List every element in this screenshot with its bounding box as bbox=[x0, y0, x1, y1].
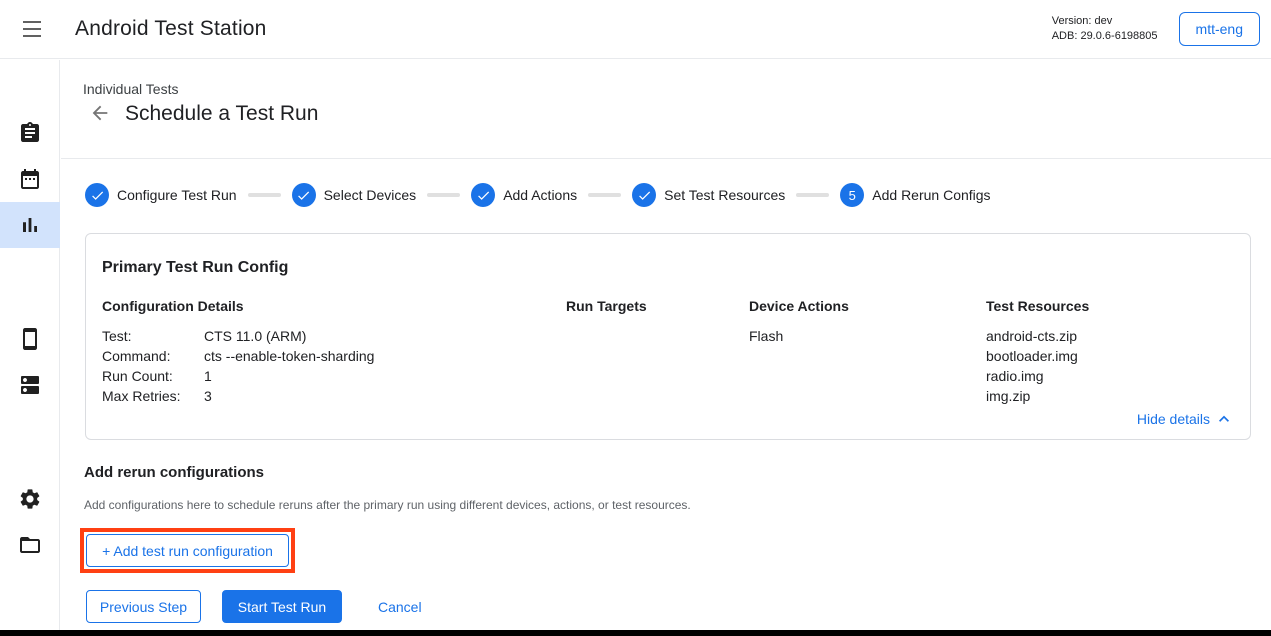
main-content bbox=[61, 60, 1271, 636]
config-details-list bbox=[102, 326, 566, 406]
step-connector bbox=[427, 193, 460, 197]
device-actions-column bbox=[749, 298, 986, 406]
column-header: Test Resources bbox=[986, 298, 1090, 314]
cancel-button[interactable]: Cancel bbox=[378, 598, 422, 615]
step-number-badge: 5 bbox=[840, 183, 864, 207]
step-label: Configure Test Run bbox=[117, 187, 237, 203]
stepper bbox=[85, 183, 991, 207]
sidebar-item-settings[interactable] bbox=[0, 476, 60, 522]
step-complete-check-icon bbox=[292, 183, 316, 207]
config-value: CTS 11.0 (ARM) bbox=[204, 328, 307, 344]
bar-chart-icon bbox=[18, 213, 42, 237]
sidebar-item-devices[interactable] bbox=[0, 316, 60, 362]
hide-details-label: Hide details bbox=[1136, 411, 1210, 427]
gear-icon bbox=[18, 487, 42, 511]
highlight-annotation bbox=[80, 528, 295, 573]
step-set-test-resources[interactable] bbox=[632, 183, 785, 207]
config-label: Test: bbox=[102, 328, 132, 344]
hide-details-link[interactable] bbox=[1137, 409, 1234, 429]
page-title: Schedule a Test Run bbox=[125, 102, 319, 125]
sidebar-item-test-suites[interactable] bbox=[0, 110, 60, 156]
sidebar-item-test-plans[interactable] bbox=[0, 156, 60, 202]
step-label: Select Devices bbox=[323, 187, 417, 203]
app-title: Android Test Station bbox=[75, 17, 267, 40]
adb-version-line: ADB: 29.0.6-6198805 bbox=[1051, 30, 1158, 42]
chevron-up-icon bbox=[1214, 409, 1234, 429]
config-label: Run Count: bbox=[102, 368, 173, 384]
server-rack-icon bbox=[18, 373, 42, 397]
back-button[interactable] bbox=[88, 102, 112, 126]
sidebar-item-test-runs[interactable] bbox=[0, 202, 60, 248]
config-value: 3 bbox=[204, 388, 212, 404]
app-header bbox=[0, 0, 1271, 59]
user-button[interactable]: mtt-eng bbox=[1179, 12, 1260, 46]
folder-icon bbox=[18, 533, 42, 557]
config-label: Max Retries: bbox=[102, 388, 181, 404]
breadcrumb: Individual Tests bbox=[83, 81, 179, 97]
start-test-run-button[interactable]: Start Test Run bbox=[222, 590, 342, 623]
sidebar-item-device-actions[interactable] bbox=[0, 362, 60, 408]
footer-actions bbox=[86, 590, 422, 623]
bottom-bar bbox=[0, 630, 1271, 636]
sidebar bbox=[0, 60, 60, 636]
step-label: Set Test Resources bbox=[664, 187, 786, 203]
card-columns bbox=[86, 277, 1250, 406]
config-value: 1 bbox=[204, 368, 212, 384]
step-select-devices[interactable] bbox=[292, 183, 417, 207]
rerun-section-description: Add configurations here to schedule reruns after the primary run using different devices, actions, or test resources. bbox=[84, 498, 691, 512]
step-connector bbox=[588, 193, 621, 197]
add-test-run-configuration-button[interactable]: + Add test run configuration bbox=[86, 534, 289, 567]
test-resource-item: android-cts.zip bbox=[986, 328, 1078, 344]
calendar-icon bbox=[18, 167, 42, 191]
divider bbox=[61, 158, 1271, 159]
config-label: Command: bbox=[102, 348, 171, 364]
test-resource-item: bootloader.img bbox=[986, 348, 1078, 364]
step-label: Add Actions bbox=[503, 187, 578, 203]
version-line: Version: dev bbox=[1051, 15, 1113, 27]
step-complete-check-icon bbox=[85, 183, 109, 207]
step-complete-check-icon bbox=[471, 183, 495, 207]
step-connector bbox=[248, 193, 281, 197]
test-resource-item: img.zip bbox=[986, 388, 1031, 404]
column-header: Configuration Details bbox=[102, 298, 244, 314]
step-add-actions[interactable] bbox=[471, 183, 577, 207]
primary-config-card bbox=[85, 233, 1251, 440]
menu-icon[interactable] bbox=[20, 17, 44, 41]
step-complete-check-icon bbox=[632, 183, 656, 207]
version-info bbox=[1052, 14, 1158, 44]
step-add-rerun-configs[interactable] bbox=[840, 183, 990, 207]
step-label: Add Rerun Configs bbox=[872, 187, 991, 203]
previous-step-button[interactable]: Previous Step bbox=[86, 590, 201, 623]
configuration-details-column bbox=[102, 298, 566, 406]
card-title: Primary Test Run Config bbox=[102, 259, 289, 276]
sidebar-item-file-browser[interactable] bbox=[0, 522, 60, 568]
config-value: cts --enable-token-sharding bbox=[204, 348, 375, 364]
run-targets-column bbox=[566, 298, 749, 406]
column-header: Run Targets bbox=[566, 298, 647, 314]
smartphone-icon bbox=[18, 327, 42, 351]
page-title-row bbox=[88, 102, 318, 126]
clipboard-icon bbox=[18, 121, 42, 145]
test-resource-item: radio.img bbox=[986, 368, 1044, 384]
test-resources-column bbox=[986, 298, 1234, 406]
arrow-back-icon bbox=[89, 102, 111, 124]
column-header: Device Actions bbox=[749, 298, 849, 314]
step-connector bbox=[796, 193, 829, 197]
step-configure-test-run[interactable] bbox=[85, 183, 237, 207]
device-action-item: Flash bbox=[749, 328, 784, 344]
rerun-section-title: Add rerun configurations bbox=[84, 464, 264, 481]
